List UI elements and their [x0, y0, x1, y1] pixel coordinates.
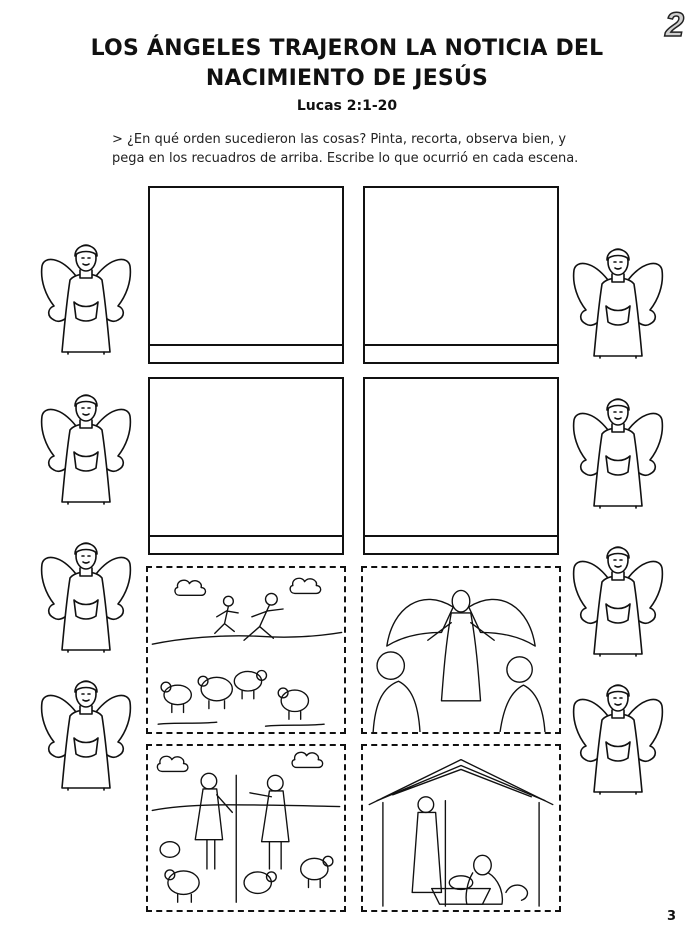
angel-icon [572, 390, 664, 510]
caption-strip[interactable] [150, 344, 342, 346]
page-badge: 2 [665, 6, 684, 44]
caption-strip[interactable] [365, 535, 557, 537]
caption-strip[interactable] [150, 535, 342, 537]
nativity-icon [363, 746, 559, 910]
shepherds-running-icon [148, 568, 344, 732]
angel-icon [40, 534, 132, 654]
instructions-text: > ¿En qué orden sucedieron las cosas? Pinta, recorta, observa bien, y pega en los recuadros de arriba. Escribe lo que ocurrió en cada escena. [112, 132, 579, 166]
paste-frame-1[interactable] [148, 186, 344, 364]
angel-icon [40, 672, 132, 792]
paste-frame-2[interactable] [363, 186, 559, 364]
angel-icon [572, 676, 664, 796]
angel-icon [572, 240, 664, 360]
nativity-stable-scene[interactable] [361, 744, 561, 912]
page-title-line-1: LOS ÁNGELES TRAJERON LA NOTICIA DEL [90, 36, 604, 61]
paste-frame-3[interactable] [148, 377, 344, 555]
shepherds-running-scene[interactable] [146, 566, 346, 734]
angel-icon [40, 236, 132, 356]
shepherds-talking-scene[interactable] [146, 744, 346, 912]
angel-announcement-icon [363, 568, 559, 732]
shepherds-talking-icon [148, 746, 344, 910]
page-number: 3 [666, 909, 676, 924]
bible-reference: Lucas 2:1-20 [296, 98, 398, 114]
caption-strip[interactable] [365, 344, 557, 346]
paste-frame-4[interactable] [363, 377, 559, 555]
page-title-line-2: NACIMIENTO DE JESÚS [205, 66, 489, 91]
angel-icon [572, 538, 664, 658]
angel-appears-scene[interactable] [361, 566, 561, 734]
angel-icon [40, 386, 132, 506]
